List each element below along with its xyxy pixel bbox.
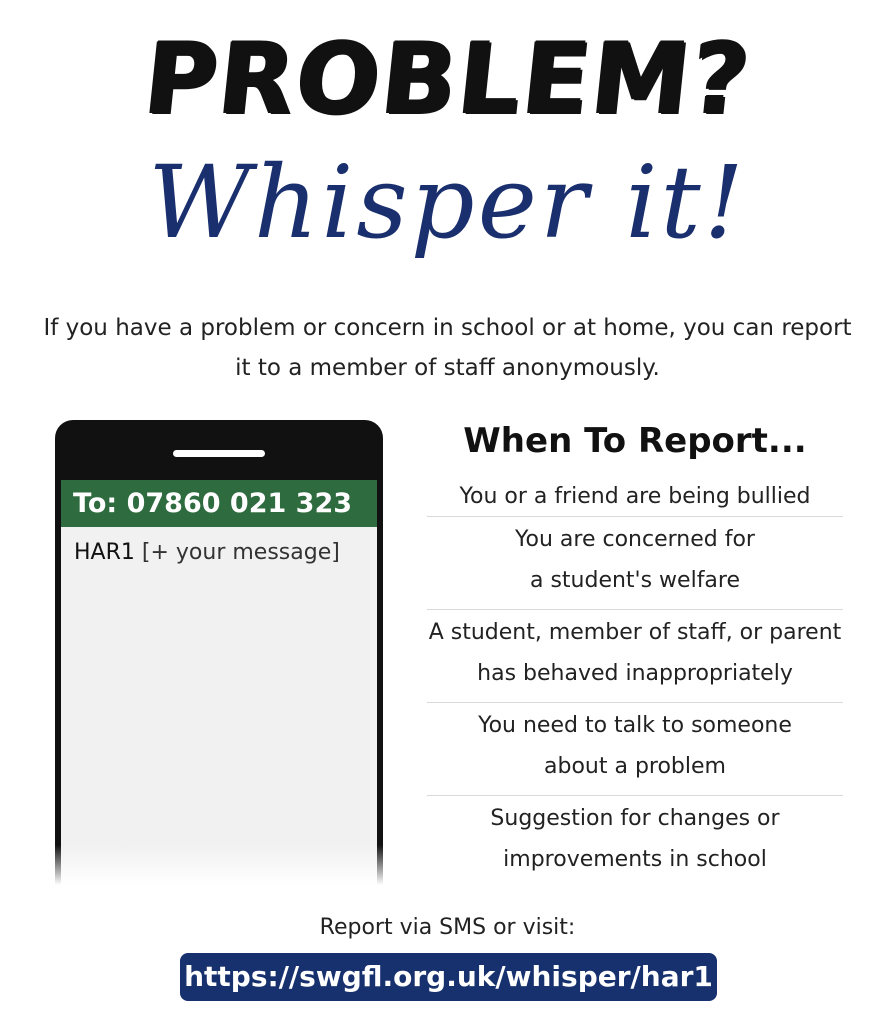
intro-line-1: If you have a problem or concern in school or at home, you can report	[43, 315, 852, 341]
list-item-line: about a problem	[544, 754, 726, 779]
list-item	[427, 517, 843, 610]
list-item	[427, 610, 843, 703]
list-item	[427, 703, 843, 796]
cta-text: Report via SMS or visit:	[319, 915, 576, 940]
headline-problem: PROBLEM?	[138, 22, 757, 136]
intro-line-2: it to a member of staff anonymously.	[235, 355, 660, 381]
when-to-report-list	[427, 474, 843, 888]
intro-text	[40, 308, 855, 388]
list-item	[427, 796, 843, 888]
list-item-line: You or a friend are being bullied	[459, 484, 811, 509]
phone-screen	[61, 480, 377, 885]
list-item-line: You are concerned for	[515, 527, 755, 552]
phone-speaker	[173, 450, 265, 457]
headline-whisper-it: Whisper it!	[148, 144, 747, 261]
phone-message-code: HAR1	[74, 540, 135, 565]
phone-message-hint: [+ your message]	[141, 540, 340, 565]
list-item	[427, 474, 843, 517]
phone-message	[74, 540, 340, 565]
phone-bottom-fade	[55, 845, 383, 885]
list-item-line: A student, member of staff, or parent	[428, 620, 842, 645]
phone-illustration	[55, 420, 383, 885]
phone-recipient-bar: To: 07860 021 323	[61, 480, 377, 527]
list-item-line: improvements in school	[503, 847, 767, 872]
list-item-line: a student's welfare	[529, 568, 741, 593]
when-to-report-title: When To Report...	[463, 421, 807, 461]
list-item-line: You need to talk to someone	[478, 713, 792, 738]
list-item-line: Suggestion for changes or	[490, 806, 780, 831]
list-item-line: has behaved inappropriately	[477, 661, 793, 686]
whisper-url-link[interactable]: https://swgfl.org.uk/whisper/har1	[180, 953, 717, 1001]
